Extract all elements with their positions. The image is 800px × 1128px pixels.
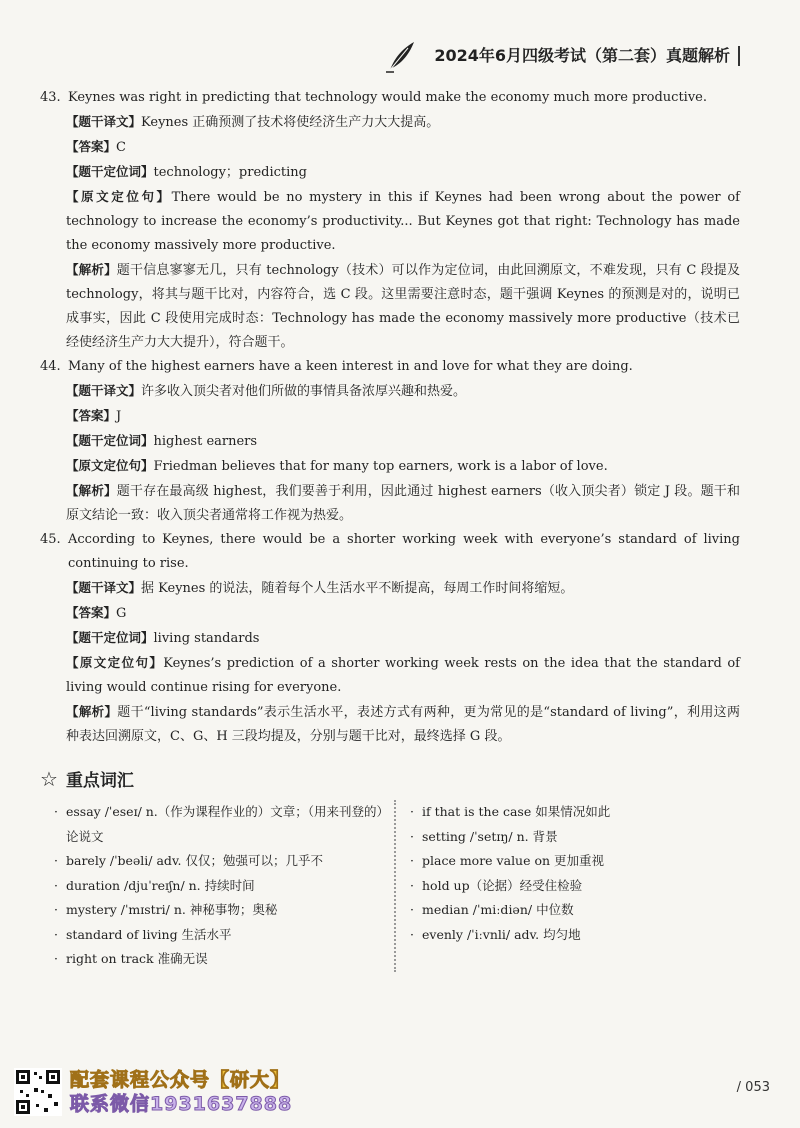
keywords-text: highest earners (153, 434, 258, 449)
translation-row (66, 576, 740, 601)
keywords-label: 【题干定位词】 (66, 164, 154, 179)
vocab-item (54, 874, 384, 899)
vocab-item (54, 898, 384, 923)
vocab-text: standard of living 生活水平 (66, 926, 232, 942)
vocab-heading (40, 766, 134, 791)
vocab-item (410, 800, 730, 825)
bullet-icon: · (54, 853, 58, 868)
keywords-row (66, 429, 740, 454)
page-number: / 053 (736, 1080, 770, 1095)
question-number: 43. (40, 90, 61, 105)
answer-value: G (116, 606, 127, 621)
analysis-row (66, 700, 740, 749)
question-text: Keynes was right in predicting that technology would make the economy much more productive. (68, 90, 708, 105)
keywords-label: 【题干定位词】 (66, 433, 154, 448)
translation-label: 【题干译文】 (66, 383, 142, 398)
analysis-row (66, 479, 740, 528)
analysis-label: 【解析】 (66, 704, 118, 719)
vocab-item (410, 923, 730, 948)
analysis-text: 题干信息寥寥无几，只有 technology（技术）可以作为定位词，由此回溯原文，不难发现，只有 C 段提及 technology，将其与题干比对，内容符合，选 C 段。这里需要注意时态，题干强调 Keynes 的预测是对的，说明已成事实，因此 C 段使用完成时态：Technology has made the economy massively more productive（技术已经使经济生产力大大提升），符合题干。 (66, 263, 740, 350)
vocab-text: place more value on 更加重视 (422, 853, 605, 868)
vocab-text: essay /ˈeseɪ/ n.（作为课程作业的）文章；（用来刊登的）论说文 (66, 804, 383, 844)
vocab-item (54, 947, 384, 972)
vocab-text: if that is the case 如果情况如此 (422, 804, 611, 819)
vocab-item (54, 849, 384, 874)
vocab-item (410, 874, 730, 899)
vocab-text: median /ˈmiːdiən/ 中位数 (422, 902, 574, 917)
analysis-text: 题干“living standards”表示生活水平，表述方式有两种，更为常见的是“standard of living”，利用这两种表达回溯原文，C、G、H 三段均提及，分别与题干比对，最终选择 G 段。 (66, 705, 740, 744)
vocab-item (410, 849, 730, 874)
bullet-icon: · (410, 828, 414, 844)
source-row (66, 651, 740, 700)
answer-value: C (116, 140, 126, 155)
answer-row (66, 135, 740, 160)
vocab-item (410, 898, 730, 923)
source-text: Friedman believes that for many top earners, work is a labor of love. (153, 459, 608, 474)
vocab-item (54, 800, 384, 849)
vocab-title: 重点词汇 (65, 771, 134, 791)
question-45 (40, 528, 740, 749)
analysis-label: 【解析】 (66, 483, 117, 498)
star-outline-icon: ☆ (40, 766, 58, 791)
source-row (66, 185, 740, 258)
vocab-text: evenly /ˈiːvnli/ adv. 均匀地 (422, 926, 581, 942)
bullet-icon: · (410, 877, 414, 893)
vocab-column-right (396, 800, 730, 972)
translation-label: 【题干译文】 (66, 580, 142, 595)
vocab-item (54, 923, 384, 948)
source-label: 【原文定位句】 (66, 189, 172, 204)
answer-value: J (116, 409, 122, 424)
feather-pen-icon (384, 38, 420, 74)
vocab-text: mystery /ˈmɪstri/ n. 神秘事物；奥秘 (66, 902, 278, 917)
bullet-icon: · (410, 926, 414, 942)
vocab-list (54, 800, 734, 972)
promo-line-1: 配套课程公众号【研大】 (70, 1069, 291, 1091)
vocab-column-left (54, 800, 396, 972)
answer-label: 【答案】 (66, 408, 117, 423)
keywords-row (66, 626, 740, 651)
vocab-item (410, 825, 730, 850)
answer-label: 【答案】 (66, 605, 117, 620)
source-row (66, 454, 740, 479)
bullet-icon: · (410, 804, 414, 819)
question-43 (40, 86, 740, 355)
bullet-icon: · (54, 951, 58, 966)
vocab-text: barely /ˈbeəli/ adv. 仅仅；勉强可以；几乎不 (66, 853, 323, 868)
source-label: 【原文定位句】 (66, 458, 154, 473)
question-number: 45. (40, 532, 61, 547)
bullet-icon: · (54, 877, 58, 893)
answer-row (66, 601, 740, 626)
keywords-label: 【题干定位词】 (66, 630, 154, 645)
translation-text: Keynes 正确预测了技术将使经济生产力大大提高。 (141, 115, 440, 130)
vocab-text: setting /ˈsetɪŋ/ n. 背景 (422, 828, 558, 844)
keywords-text: technology；predicting (153, 165, 308, 180)
source-text: There would be no mystery in this if Keynes had been wrong about the power of technology to increase the economy’s productivity... But Keynes got that right: Technology has made the economy massively more productive. (66, 190, 740, 253)
answer-label: 【答案】 (66, 139, 117, 154)
bullet-icon: · (410, 853, 414, 868)
source-label: 【原文定位句】 (66, 655, 164, 670)
keywords-text: living standards (153, 631, 260, 646)
bullet-icon: · (54, 804, 58, 819)
promo-banner (14, 1068, 292, 1116)
keywords-row (66, 160, 740, 185)
qr-code-icon (14, 1068, 62, 1116)
question-text: Many of the highest earners have a keen interest in and love for what they are doing. (68, 359, 633, 374)
header-title: 2024年6月四级考试（第二套）真题解析 (434, 46, 740, 66)
bullet-icon: · (54, 902, 58, 917)
bullet-icon: · (54, 926, 58, 942)
question-text: According to Keynes, there would be a shorter working week with everyone’s standard of living continuing to rise. (68, 532, 740, 571)
analysis-text: 题干存在最高级 highest，我们要善于利用，因此通过 highest earners（收入顶尖者）锁定 J 段。题干和原文结论一致：收入顶尖者通常将工作视为热爱。 (66, 484, 740, 523)
translation-row (66, 379, 740, 404)
vocab-text: duration /djuˈreɪʃn/ n. 持续时间 (66, 877, 255, 893)
promo-line-2: 联系微信1931637888 (70, 1093, 293, 1115)
analysis-row (66, 258, 740, 355)
question-analyses (40, 86, 740, 749)
page-header (384, 38, 740, 74)
vocab-text: right on track 准确无误 (66, 951, 208, 966)
translation-row (66, 110, 740, 135)
question-number: 44. (40, 359, 61, 374)
source-text: Keynes’s prediction of a shorter working week rests on the idea that the standard of living would continue rising for everyone. (66, 656, 740, 695)
translation-label: 【题干译文】 (66, 114, 142, 129)
translation-text: 许多收入顶尖者对他们所做的事情具备浓厚兴趣和热爱。 (141, 384, 467, 399)
question-44 (40, 355, 740, 528)
vocab-text: hold up（论据）经受住检验 (422, 877, 583, 893)
bullet-icon: · (410, 902, 414, 917)
translation-text: 据 Keynes 的说法，随着每个人生活水平不断提高，每周工作时间将缩短。 (141, 581, 574, 596)
analysis-label: 【解析】 (66, 262, 117, 277)
answer-row (66, 404, 740, 429)
